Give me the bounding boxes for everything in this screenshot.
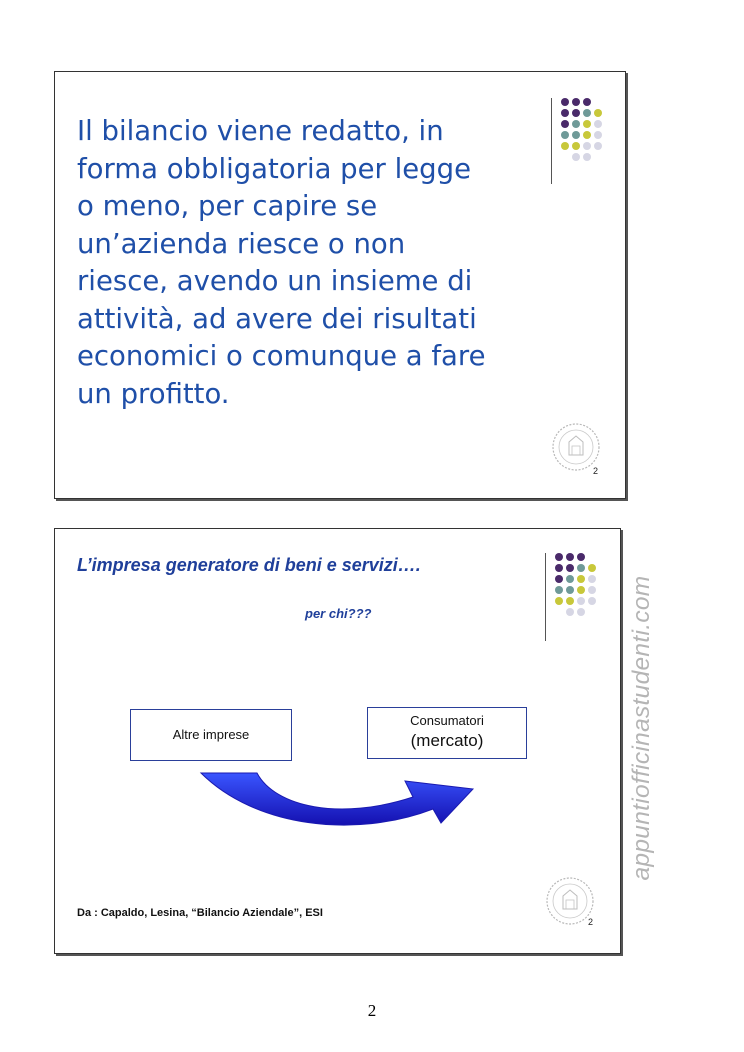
body-line: attività, ad avere dei risultati <box>77 302 477 335</box>
dot <box>594 109 602 117</box>
dot <box>572 142 580 150</box>
body-line: un’azienda riesce o non <box>77 227 406 260</box>
body-line: Il bilancio viene redatto, in <box>77 115 444 147</box>
dot <box>566 564 574 572</box>
page-number: 2 <box>367 1001 377 1020</box>
dot <box>577 608 585 616</box>
dot <box>588 564 596 572</box>
slide-2 <box>54 528 621 954</box>
body-line: un profitto. <box>77 377 230 410</box>
dot <box>577 575 585 583</box>
dot <box>588 586 596 594</box>
body-line: economici o comunque a fare <box>77 340 486 372</box>
university-seal-icon <box>551 422 601 472</box>
dot <box>572 109 580 117</box>
dot <box>577 553 585 561</box>
slide-1 <box>54 71 626 499</box>
dot <box>572 153 580 161</box>
body-line: forma obbligatoria per legge <box>77 152 471 185</box>
dot <box>566 608 574 616</box>
watermark-text: appuntiofficinastudenti.com <box>628 575 655 881</box>
dot <box>566 597 574 605</box>
dot <box>583 120 591 128</box>
dot <box>561 142 569 150</box>
dot <box>561 120 569 128</box>
dot <box>577 586 585 594</box>
dot <box>561 98 569 106</box>
mercato-label: (mercato) <box>410 731 484 750</box>
dot <box>577 597 585 605</box>
dot <box>555 597 563 605</box>
dot <box>577 564 585 572</box>
slide-1-page-number: 2 <box>593 466 599 476</box>
citation: Da : Capaldo, Lesina, “Bilancio Aziendale”, ESI <box>77 907 323 919</box>
dot <box>594 131 602 139</box>
dot <box>572 120 580 128</box>
consumatori-box <box>367 707 527 759</box>
dot <box>583 153 591 161</box>
dot <box>555 586 563 594</box>
consumatori-label: Consumatori <box>410 713 484 728</box>
dot <box>583 131 591 139</box>
body-line: o meno, per capire se <box>77 190 378 222</box>
dot <box>572 98 580 106</box>
dot <box>561 131 569 139</box>
dot <box>588 575 596 583</box>
dot <box>572 131 580 139</box>
slide-2-title: L’impresa generatore di beni e servizi…. <box>77 555 421 575</box>
dot <box>583 98 591 106</box>
altre-imprese-box: Altre imprese <box>130 709 292 761</box>
curved-arrow-icon <box>195 767 495 831</box>
body-line: riesce, avendo un insieme di <box>77 265 473 297</box>
dot <box>555 564 563 572</box>
dot <box>566 553 574 561</box>
dot <box>566 586 574 594</box>
dot <box>588 597 596 605</box>
dot <box>594 120 602 128</box>
dot <box>566 575 574 583</box>
dot <box>555 553 563 561</box>
slide-2-subtitle: per chi??? <box>305 606 372 621</box>
slide-2-page-number: 2 <box>588 917 594 927</box>
dot <box>594 142 602 150</box>
dot <box>555 575 563 583</box>
dot <box>583 109 591 117</box>
dot <box>561 109 569 117</box>
slide-1-body-text <box>77 113 547 413</box>
dot <box>583 142 591 150</box>
